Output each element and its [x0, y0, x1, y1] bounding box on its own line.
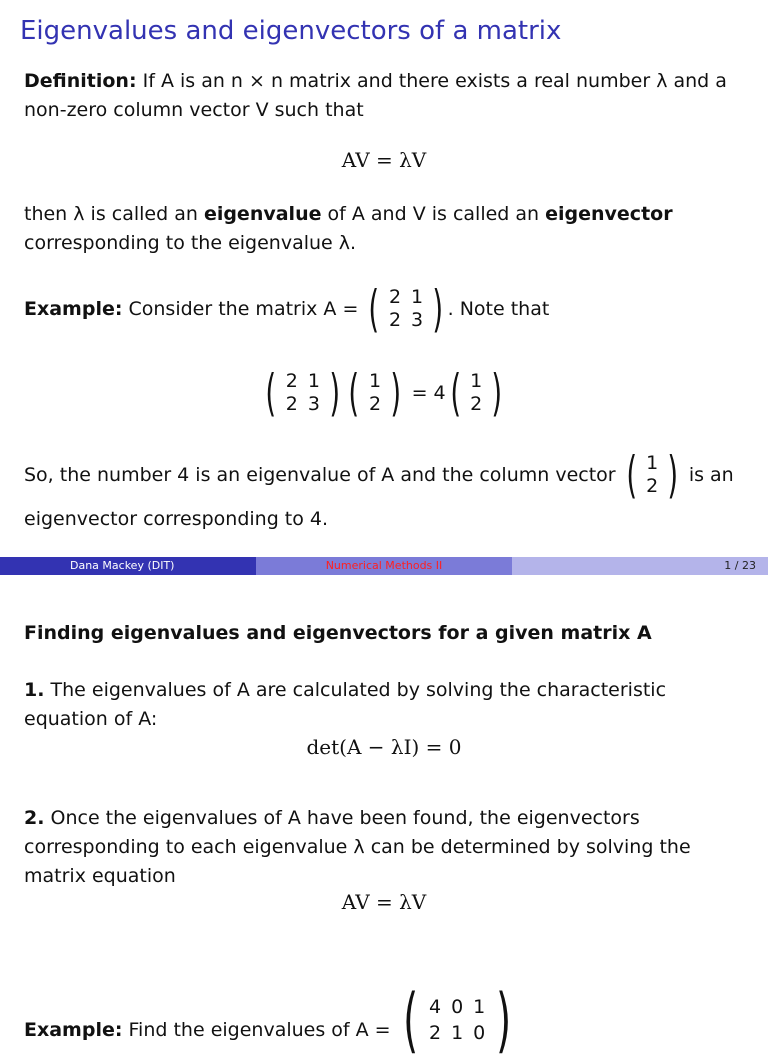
example-text: Consider the matrix A =: [128, 297, 359, 320]
characteristic-equation: det(A − λI) = 0: [306, 735, 462, 759]
final-line: eigenvector corresponding to 4.: [24, 508, 329, 530]
explanation-part: then λ is called an: [24, 203, 204, 225]
matrix-cell: 1: [411, 286, 424, 308]
vector-cell: 1: [470, 370, 483, 392]
matrix-cell: 4: [428, 996, 442, 1018]
vector-cell: 2: [368, 393, 382, 415]
definition-line-1: If A is an n × n matrix and there exists a real number λ and a: [142, 70, 727, 92]
scalar: 4: [433, 382, 446, 404]
matrix-cell: 1: [307, 370, 320, 392]
vector-eigen: ( 1 2 ): [626, 446, 679, 504]
example-note: . Note that: [447, 297, 550, 320]
vector-v: ( 1 2 ): [348, 364, 402, 422]
vector-v-result: ( 1 2 ): [450, 364, 503, 422]
example-2-label: Example:: [24, 1018, 123, 1041]
definition-block: [24, 67, 727, 125]
footer-page-box: [512, 557, 768, 575]
matrix-cell: 2: [388, 309, 402, 331]
footer-course-box: [256, 557, 512, 575]
footer-course: Numerical Methods II: [325, 559, 443, 572]
matrix-cell: 2: [285, 370, 298, 392]
slide-footer: [0, 557, 768, 575]
conclusion-line: [24, 446, 744, 504]
example-2: [24, 979, 518, 1061]
example-equation: [0, 364, 768, 422]
matrix-cell: 0: [451, 996, 464, 1018]
vector-cell: 1: [368, 370, 382, 392]
equals-sign: =: [411, 382, 428, 404]
matrix-cell: 3: [307, 393, 320, 415]
conclusion-end: is an: [688, 463, 734, 486]
equation-av-lambda-v-2: AV = λV: [341, 890, 427, 914]
footer-author: Dana Mackey (DIT): [70, 559, 175, 572]
matrix-cell: 2: [388, 286, 402, 308]
step-1-line-2: equation of A:: [24, 708, 158, 730]
equation-av-lambda-v: AV = λV: [341, 148, 427, 172]
definition-line-2: non-zero column vector V such that: [24, 99, 364, 121]
eigen-explanation: [24, 200, 673, 258]
step-2-label: 2.: [24, 807, 45, 829]
matrix-cell: 1: [451, 1022, 464, 1044]
matrix-cell: 3: [411, 309, 424, 331]
explanation-part: of A and V is called an: [321, 203, 546, 225]
example-1: [24, 280, 550, 338]
matrix-cell: 2: [428, 1022, 442, 1044]
matrix-cell: 1: [473, 996, 486, 1018]
step-1-label: 1.: [24, 679, 45, 701]
vector-cell: 2: [470, 393, 483, 415]
footer-page-number: 1 / 23: [724, 559, 756, 572]
example-2-text: Find the eigenvalues of A =: [128, 1018, 391, 1041]
footer-author-box: [0, 557, 256, 575]
term-eigenvector: eigenvector: [545, 203, 673, 225]
step-1-line-1: The eigenvalues of A are calculated by solving the characteristic: [50, 679, 667, 701]
step-2: [24, 804, 691, 891]
vector-cell: 1: [646, 452, 659, 474]
matrix-cell: 2: [285, 393, 298, 415]
explanation-line-2: corresponding to the eigenvalue λ.: [24, 232, 357, 254]
matrix-cell: 0: [473, 1022, 486, 1044]
definition-label: Definition:: [24, 70, 137, 92]
step-2-line-1: Once the eigenvalues of A have been found, the eigenvectors: [50, 807, 640, 829]
matrix-a: ( 2 1 2 3 ): [368, 280, 444, 338]
step-1: [24, 676, 666, 734]
step-2-line-3: matrix equation: [24, 865, 176, 887]
term-eigenvalue: eigenvalue: [203, 203, 322, 225]
slide2-heading: Finding eigenvalues and eigenvectors for a given matrix A: [24, 622, 652, 644]
conclusion-text: So, the number 4 is an eigenvalue of A and the column vector: [24, 463, 616, 486]
example-label: Example:: [24, 297, 123, 320]
vector-cell: 2: [646, 475, 659, 497]
matrix-a-product: ( 2 1 2 3 ): [265, 364, 341, 422]
slide-title: Eigenvalues and eigenvectors of a matrix: [20, 16, 562, 46]
step-2-line-2: corresponding to each eigenvalue λ can be determined by solving the: [24, 836, 691, 858]
matrix-b: ( 4 0 1 2 1 0 ): [402, 979, 512, 1061]
